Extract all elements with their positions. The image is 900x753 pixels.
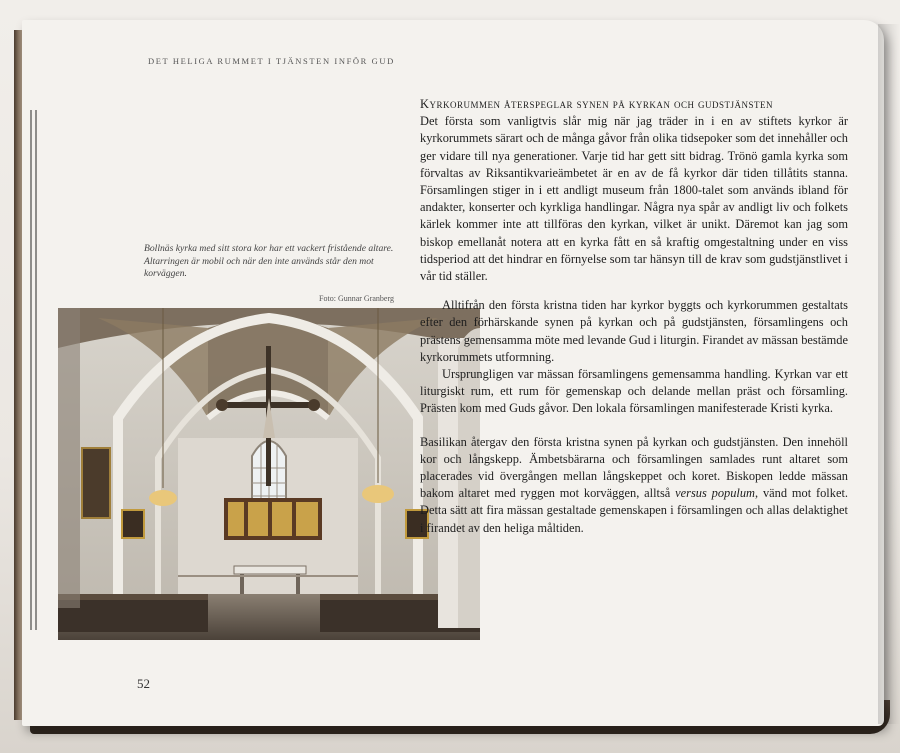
paragraph-text: , vänd mot folket. Detta sätt att fira mässan gestaltade gemenskapen i församlingen och allas delaktighet i firandet av den heliga måltiden.: [420, 486, 848, 535]
paragraph: Alltifrån den första kristna tiden har kyrkor byggts och kyrkorummen gestaltats efter den förhärskande synen på kyrkan och på gudstjänsten, församlingens och prästens gemensamma möte med levande Gud i liturgin. Firandet av mässan bestämde kyrkorummets utformning.: [420, 298, 848, 364]
running-head: DET HELIGA RUMMET I TJÄNSTEN INFÖR GUD: [148, 56, 395, 66]
page-number: 52: [137, 676, 150, 691]
photo-caption: Bollnäs kyrka med sitt stora kor har ett vackert fristående altare. Altarringen är mobil och när den inte används står den mot korväggen.: [144, 243, 394, 279]
main-text-column: [420, 96, 848, 537]
section-heading: Kyrkorummen återspeglar synen på kyrkan och gudstjänsten: [420, 97, 774, 111]
latin-term: versus populum: [675, 486, 755, 501]
page-curl-shadow: [878, 24, 900, 724]
paragraph-text: Basilikan återgav den första kristna synen på kyrkan och gudstjänsten. Den innehöll kor och långskepp. Ämbetsbärarna och församlingen samlades runt altaret som placerades vid övergången mellan långskeppet och koret. Biskopen ledde mässan bakom altaret med ryggen mot korväggen, alltså: [420, 434, 848, 501]
photo-credit: Foto: Gunnar Granberg: [319, 294, 394, 303]
church-interior-photo: [58, 308, 480, 640]
church-interior-illustration: [58, 308, 480, 640]
paragraph: Det första som vanligtvis slår mig när jag träder in i en av stiftets kyrkor är kyrkorummets särart och de många gåvor från olika tidsepoker som det innehåller och ger vidare till nya generationer. Varje tid har gett sitt bidrag. Trönö gamla kyrka som förvaltas av Riksantikvarieämbetet är en av de få kyrkor där tiden tillåtits stanna. Församlingen stiger in i ett andligt museum från 1800-talet som används ibland för andakter, konserter och kyrkliga handlingar. Några nya spår av andligt liv och folkets kärlek kommer inte att tillföras den kyrkan, vilket är unikt. Däremot kan jag som biskop emellanåt notera att en kyrka fått en så kraftig omgestaltning under en viss tidsperiod att det hindrar en förnyelse som tar hänsyn till de krav som gudstjänstlivet i vår tid ställer.: [420, 114, 848, 284]
paragraph: [420, 434, 848, 537]
paragraph: Ursprungligen var mässan församlingens gemensamma handling. Kyrkan var ett liturgiskt rum, ett rum för gemenskap och delande mellan präst och församling. Prästen kom med Guds gåvor. Den lokala församlingen manifesterade Kristi kyrka.: [420, 367, 848, 416]
facing-page-edge: [30, 110, 40, 630]
